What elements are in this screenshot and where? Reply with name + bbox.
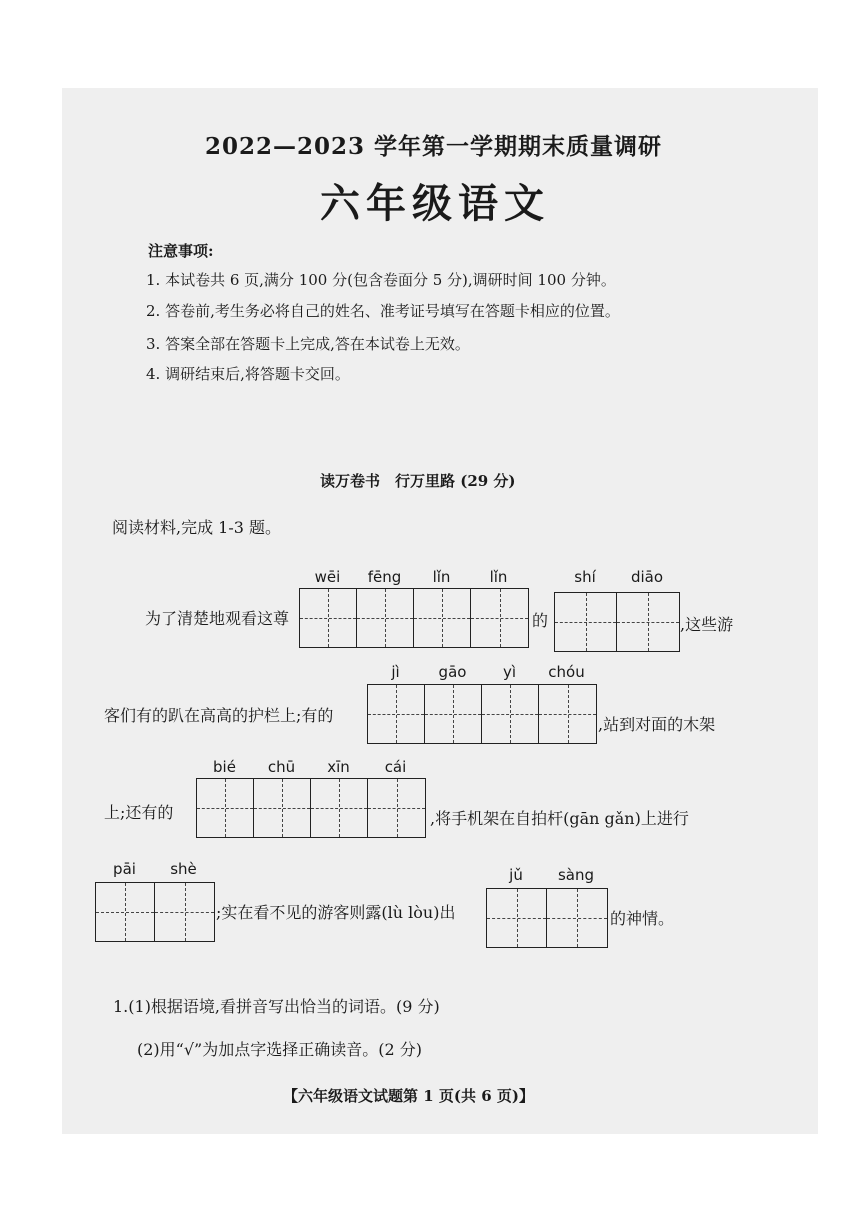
answer-grid-2char[interactable] (95, 882, 215, 942)
page-footer: 【六年级语文试题第 1 页(共 6 页)】 (283, 1087, 534, 1105)
pinyin: yì (502, 663, 517, 681)
note-item: 1. 本试卷共 6 页,满分 100 分(包含卷面分 5 分),调研时间 100 分钟。 (146, 271, 616, 289)
passage-text: 上;还有的 (104, 803, 174, 822)
exam-title: 2022—2023 学年第一学期期末质量调研 (205, 133, 663, 160)
pinyin: gāo (438, 663, 467, 681)
pinyin: shí (574, 568, 596, 586)
passage-intro: 阅读材料,完成 1-3 题。 (112, 518, 282, 537)
question-1-1: 1.(1)根据语境,看拼音写出恰当的词语。(9 分) (113, 997, 440, 1016)
pinyin: bié (213, 758, 236, 776)
passage-text: ,将手机架在自拍杆(gān gǎn)上进行 (430, 809, 689, 828)
passage-text: 为了清楚地观看这尊 (145, 609, 290, 628)
answer-grid-4char[interactable] (367, 684, 597, 744)
pinyin: pāi (113, 860, 136, 878)
pinyin: jì (391, 663, 400, 681)
passage-text: 的 (532, 611, 549, 630)
pinyin: chū (267, 758, 296, 776)
passage-text: ;实在看不见的游客则露(lù lòu)出 (216, 903, 456, 922)
section-title: 读万卷书 行万里路 (29 分) (320, 472, 516, 490)
pinyin: shè (170, 860, 197, 878)
pinyin: cái (384, 758, 407, 776)
pinyin: fēng (367, 568, 402, 586)
pinyin: xīn (327, 758, 350, 776)
pinyin: diāo (630, 568, 664, 586)
note-item: 2. 答卷前,考生务必将自己的姓名、准考证号填写在答题卡相应的位置。 (146, 302, 620, 320)
passage-text: ,站到对面的木架 (598, 715, 716, 734)
pinyin: lǐn (432, 568, 451, 586)
pinyin: chóu (548, 663, 585, 681)
answer-grid-2char[interactable] (554, 592, 680, 652)
passage-text: 的神情。 (610, 909, 675, 928)
pinyin: sàng (557, 866, 595, 884)
pinyin: jǔ (509, 866, 523, 884)
answer-grid-2char[interactable] (486, 888, 608, 948)
pinyin: lǐn (489, 568, 508, 586)
note-item: 3. 答案全部在答题卡上完成,答在本试卷上无效。 (146, 335, 470, 353)
subject-title: 六年级语文 (320, 180, 550, 227)
question-1-2: (2)用“√”为加点字选择正确读音。(2 分) (137, 1040, 422, 1059)
passage-text: ,这些游 (680, 615, 734, 634)
passage-text: 客们有的趴在高高的护栏上;有的 (104, 706, 334, 725)
note-item: 4. 调研结束后,将答题卡交回。 (146, 365, 350, 383)
answer-grid-4char[interactable] (196, 778, 426, 838)
answer-grid-4char[interactable] (299, 588, 529, 648)
notes-heading: 注意事项: (148, 242, 214, 260)
pinyin: wēi (314, 568, 341, 586)
